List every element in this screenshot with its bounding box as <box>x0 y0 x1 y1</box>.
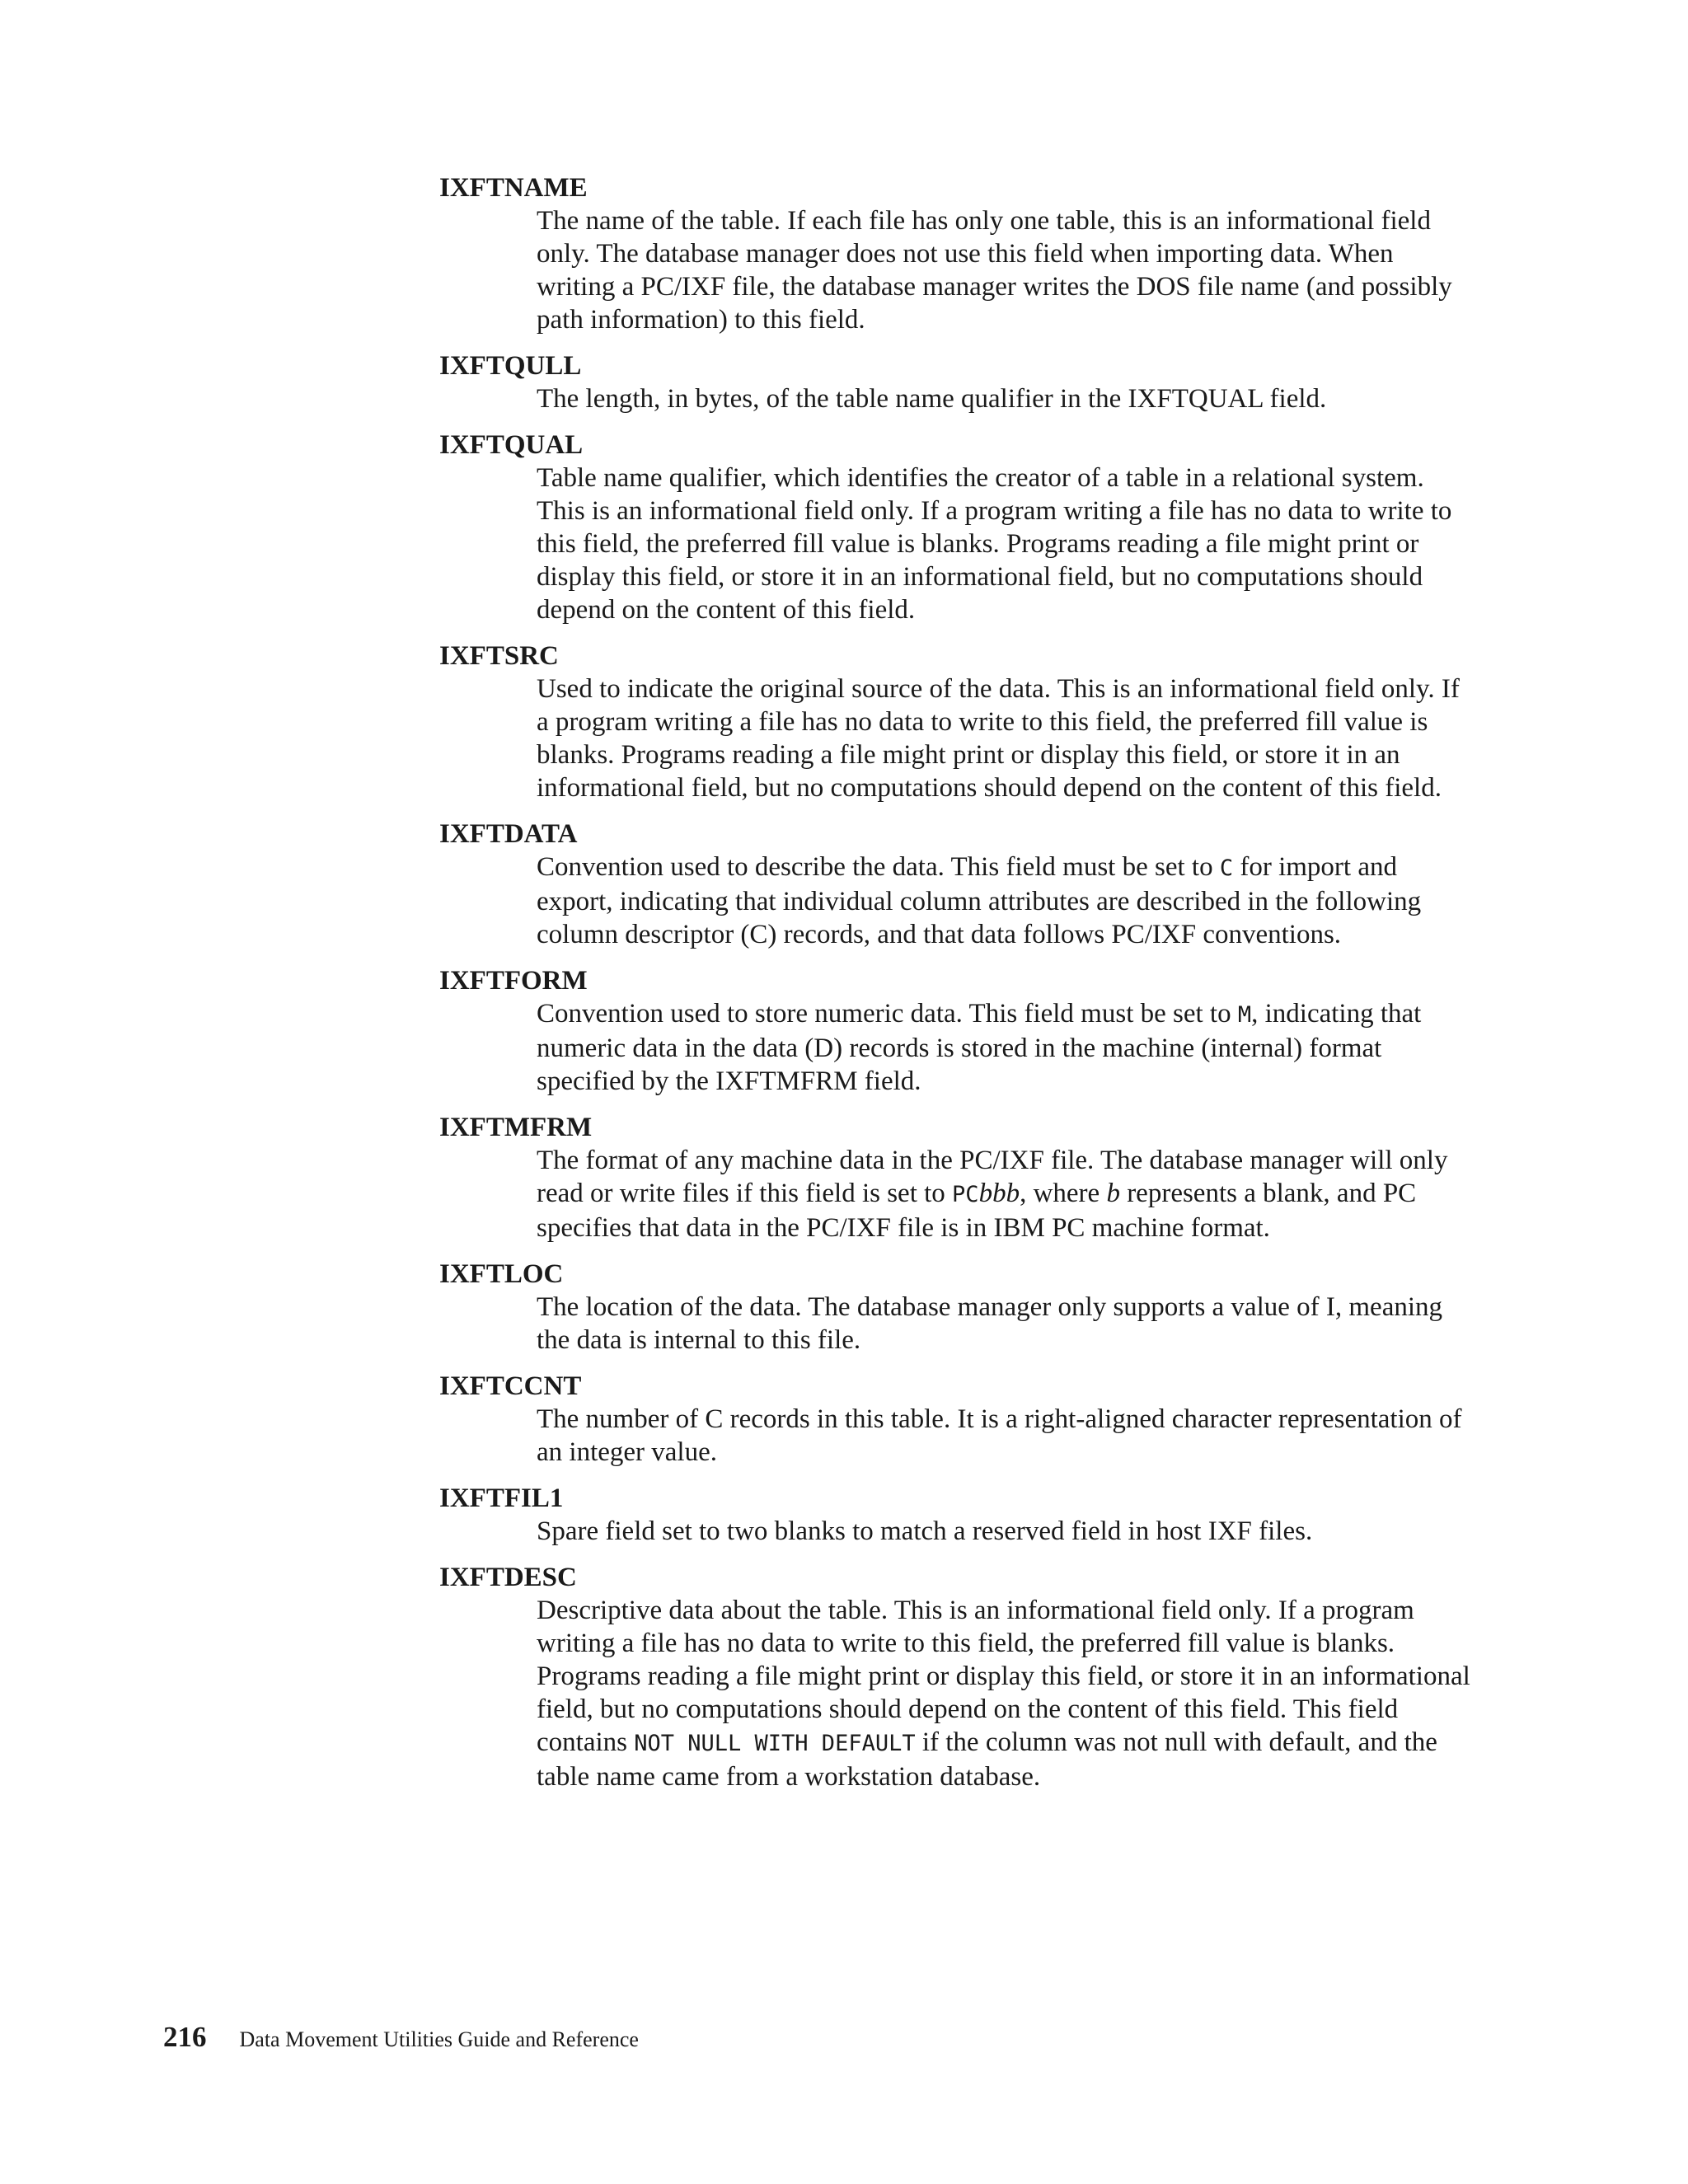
text-run: Used to indicate the original source of the data. This is an informational field only. If a program writing a file has no data to write to this field, the preferred fill value is blanks. Programs reading a file might print or display this field, or store it in an informational field, but no computations should depend on the content of this field. <box>537 674 1460 803</box>
field-description <box>537 1515 1478 1548</box>
code-literal: M <box>1237 1002 1252 1028</box>
field-term: IXFTFORM <box>439 966 588 996</box>
text-run: The length, in bytes, of the table name qualifier in the IXFTQUAL field. <box>537 384 1327 414</box>
code-literal: NOT NULL WITH DEFAULT <box>634 1731 916 1756</box>
code-literal: PC <box>952 1182 979 1207</box>
definition-entry <box>439 640 1478 804</box>
field-description <box>537 851 1478 951</box>
field-term: IXFTQULL <box>439 351 582 381</box>
definition-entry <box>439 1561 1478 1793</box>
definition-list <box>439 171 1478 1807</box>
italic-text: bbb <box>978 1179 1020 1208</box>
text-run: Convention used to describe the data. This field must be set to <box>537 852 1220 882</box>
field-description <box>537 382 1478 415</box>
text-run: The name of the table. If each file has only one table, this is an informational field only. The database manager does not use this field when importing data. When writing a PC/IXF file, the database manager writes the DOS file name (and possibly path information) to this field. <box>537 206 1452 335</box>
field-term: IXFTLOC <box>439 1259 564 1289</box>
book-title: Data Movement Utilities Guide and Reference <box>239 2027 639 2051</box>
text-run: for import and export, indicating that individual column attributes are described in the following column descriptor (C) records, and that data follows PC/IXF conventions. <box>537 852 1422 949</box>
page-number: 216 <box>163 2021 207 2053</box>
field-description <box>537 204 1478 336</box>
definition-entry <box>439 1258 1478 1357</box>
definition-entry <box>439 964 1478 1098</box>
text-run: The number of C records in this table. It is a right-aligned character representation of an integer value. <box>537 1404 1462 1467</box>
text-run: Table name qualifier, which identifies the creator of a table in a relational system. This is an informational field only. If a program writing a file has no data to write to this field, the preferred fill value is blanks. Programs reading a file might print or display this field, or store it in an informational field, but no computations should depend on the content of this field. <box>537 463 1452 625</box>
text-run: Descriptive data about the table. This is an informational field only. If a program writing a file has no data to write to this field, the preferred fill value is blanks. Programs reading a file might print or display this field, or store it in an informational field, but no computations should depend on the content of this field. This field contains <box>537 1596 1470 1757</box>
definition-entry <box>439 429 1478 626</box>
text-run: represents a blank, and PC specifies that data in the PC/IXF file is in IBM PC machine format. <box>537 1179 1417 1243</box>
field-term: IXFTFIL1 <box>439 1483 564 1513</box>
definition-entry <box>439 818 1478 951</box>
field-term: IXFTQUAL <box>439 430 584 460</box>
field-term: IXFTDATA <box>439 819 578 849</box>
field-description <box>537 462 1478 626</box>
field-term: IXFTDESC <box>439 1563 577 1592</box>
field-description <box>537 997 1478 1098</box>
field-description <box>537 1144 1478 1244</box>
field-term: IXFTCCNT <box>439 1371 582 1401</box>
definition-entry <box>439 349 1478 415</box>
field-description <box>537 1291 1478 1357</box>
field-term: IXFTSRC <box>439 641 559 671</box>
code-literal: C <box>1219 855 1234 881</box>
text-run: The location of the data. The database manager only supports a value of I, meaning the data is internal to this file. <box>537 1292 1443 1355</box>
page-footer <box>163 2021 639 2054</box>
italic-text: b <box>1106 1179 1120 1208</box>
definition-entry <box>439 1370 1478 1469</box>
field-description <box>537 1403 1478 1469</box>
definition-entry <box>439 1111 1478 1244</box>
definition-entry <box>439 171 1478 336</box>
text-run: , indicating that numeric data in the data (D) records is stored in the machine (internal) format specified by the IXFTMFRM field. <box>537 999 1422 1096</box>
text-run: if the column was not null with default, and the table name came from a workstation database. <box>537 1727 1437 1792</box>
text-run: The format of any machine data in the PC/IXF file. The database manager will only read or write files if this field is set to <box>537 1146 1448 1208</box>
field-term: IXFTNAME <box>439 173 588 203</box>
field-description <box>537 1594 1478 1793</box>
text-run: , where <box>1020 1179 1107 1208</box>
definition-entry <box>439 1482 1478 1548</box>
field-term: IXFTMFRM <box>439 1113 593 1142</box>
field-description <box>537 673 1478 804</box>
text-run: Spare field set to two blanks to match a reserved field in host IXF files. <box>537 1516 1313 1546</box>
text-run: Convention used to store numeric data. This field must be set to <box>537 999 1238 1029</box>
